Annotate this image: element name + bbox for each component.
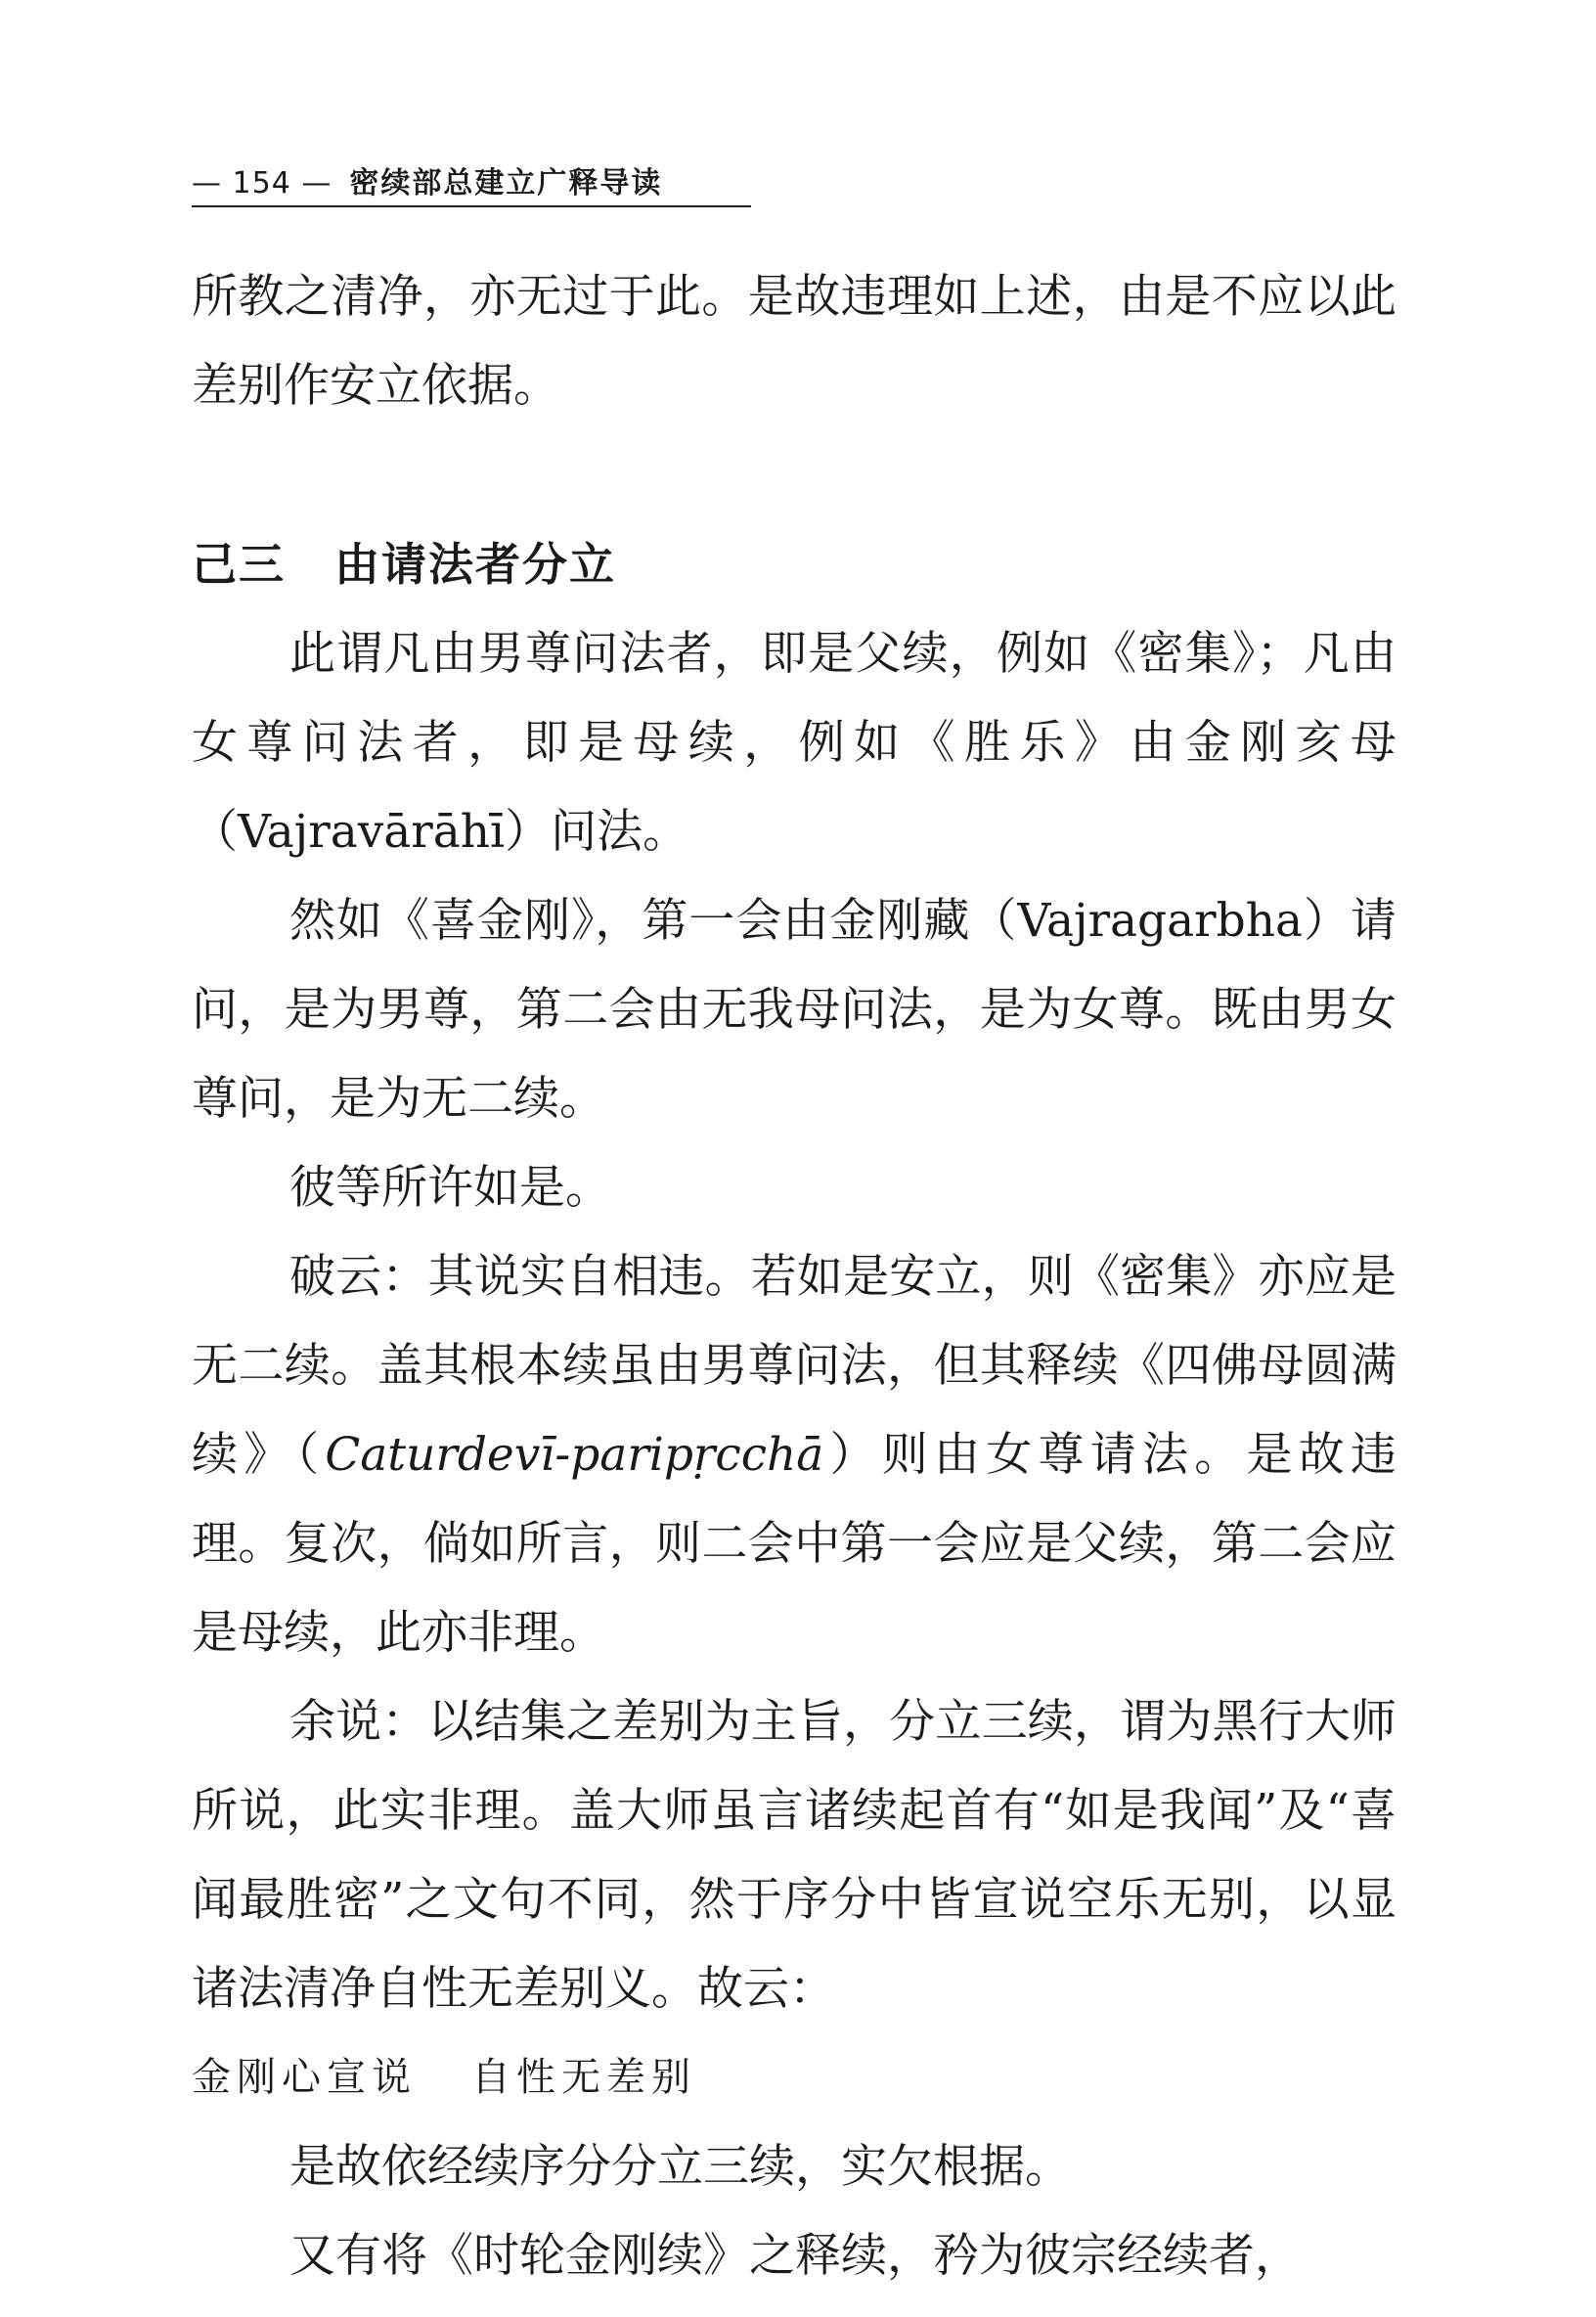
page-number: — 154 — — [192, 166, 332, 201]
paragraph-4-part-a: 破云：其说实自相违。若如是安立，则《密集》亦应是无二续。盖其根本续虽由男尊问法，但其释续《四佛母圆满续》（ — [192, 1250, 1396, 1482]
paragraph-4 — [192, 1232, 1396, 1677]
section-number: 己三 — [192, 538, 286, 591]
paragraph-1: 此谓凡由男尊问法者，即是父续，例如《密集》；凡由女尊问法者，即是母续，例如《胜乐》由金刚亥母（Vajravārāhī）问法。 — [192, 627, 1396, 859]
book-title: 密续部总建立广释导读 — [349, 166, 663, 201]
verse-line-2: 自性无差别 — [471, 2055, 696, 2100]
running-header — [192, 162, 751, 207]
paragraph-3: 彼等所许如是。 — [289, 1161, 611, 1215]
paragraph-intro: 所教之清净，亦无过于此。是故违理如上述，由是不应以此差别作安立依据。 — [192, 270, 1396, 413]
section-heading — [192, 520, 1396, 609]
paragraph-5: 余说：以结集之差别为主旨，分立三续，谓为黑行大师所说，此实非理。盖大师虽言诸续起首有“如是我闻”及“喜闻最胜密”之文句不同，然于序分中皆宣说空乐无别，以显诸法清净自性无差别义。故云： — [192, 1695, 1396, 2016]
verse-quote — [192, 2033, 1396, 2122]
paragraph-6: 是故依经续序分分立三续，实欠根据。 — [289, 2140, 1071, 2194]
sanskrit-title: Caturdevī-paripṛcchā — [325, 1428, 824, 1482]
paragraph-2: 然如《喜金刚》，第一会由金刚藏（Vajragarbha）请问，是为男尊，第二会由无我母问法，是为女尊。既由男女尊问，是为无二续。 — [192, 894, 1396, 1126]
section-title: 由请法者分立 — [334, 538, 616, 591]
paragraph-4-part-b: ）则由女尊请法。是故违理。复次，倘如所言，则二会中第一会应是父续，第二会应是母续，此亦非理。 — [192, 1428, 1397, 1660]
paragraph-7: 又有将《时轮金刚续》之释续，矜为彼宗经续者， — [289, 2229, 1301, 2283]
body-text — [192, 252, 1396, 2300]
section-gap — [192, 430, 1396, 520]
verse-line-1: 金刚心宣说 — [192, 2055, 417, 2100]
